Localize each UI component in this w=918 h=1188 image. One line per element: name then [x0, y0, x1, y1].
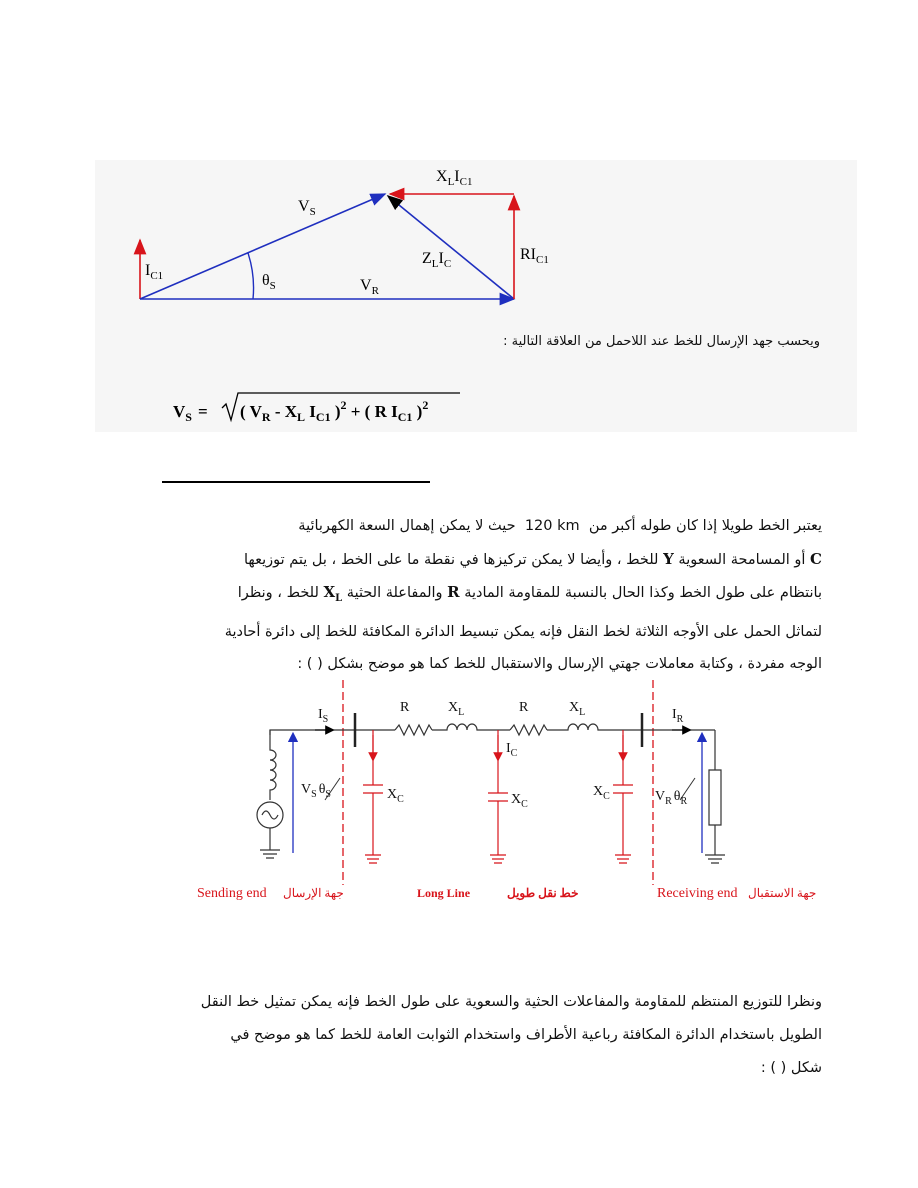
label-ir: $I_R$ — [672, 707, 684, 725]
label-ic1: $I_{C1}$ — [145, 262, 164, 282]
label-ic: $I_C$ — [506, 741, 518, 759]
resistor-r1 — [395, 725, 432, 735]
load-resistor — [705, 730, 725, 863]
paragraph-2 — [152, 986, 822, 1085]
p1-line4: لتماثل الحمل على الأوجه الثلاثة لخط النقل فإنه يمكن تبسيط الدائرة المكافئة للخط إلى دائرة أحادية — [224, 623, 822, 640]
inductor-xl2 — [547, 724, 715, 730]
label-ric1: $RI_{C1}$ — [520, 246, 549, 266]
p1-line1: يعتبر الخط طويلا إذا كان طوله أكبر من 120 km حيث لا يمكن إهمال السعة الكهربائية — [298, 518, 822, 534]
label-vs: $V_S$ — [298, 198, 316, 218]
label-sending-en: Sending end — [197, 886, 267, 901]
sending-voltage-equation — [173, 393, 460, 424]
label-xc-3: $X_C$ — [593, 784, 610, 802]
label-vr-theta: $V_R$ $\theta_R$ — [655, 789, 688, 807]
footnote-rule — [162, 481, 430, 483]
label-zlic: $Z_LI_C$ — [422, 250, 452, 270]
source-inductor — [270, 730, 276, 800]
p1-line3: بانتظام على طول الخط وكذا الحال بالنسبة للمقاومة المادية R والمفاعلة الحثية $X_L$ للخط ، ونظرا — [237, 583, 822, 604]
ac-wave — [262, 811, 278, 819]
label-receiving-ar: جهة الاستقبال — [748, 886, 817, 900]
label-xlic1: $X_LI_{C1}$ — [436, 168, 473, 188]
long-line-circuit — [185, 675, 825, 915]
theta-arc — [248, 253, 254, 299]
label-xl2: $X_L$ — [569, 700, 586, 718]
caption: ويحسب جهد الإرسال للخط عند اللاحمل من العلاقة التالية : — [503, 334, 820, 349]
zlic-vector — [388, 196, 514, 299]
p2-line3: شكل ( ) : — [760, 1060, 822, 1076]
label-r2: R — [519, 700, 529, 715]
p1-line5: الوجه مفردة ، وكتابة معاملات جهتي الإرسال والاستقبال للخط كما هو موضح بشكل ( ) : — [297, 656, 822, 672]
label-vs-theta: $V_S$ $\theta_S$ — [301, 782, 331, 800]
label-long-en: Long Line — [417, 886, 471, 900]
label-theta: $\theta_S$ — [262, 272, 276, 292]
label-vr: $V_R$ — [360, 277, 379, 297]
source-ground — [260, 828, 280, 858]
shunt-cap-2 — [488, 730, 508, 863]
label-sending-ar: جهة الإرسال — [283, 886, 344, 900]
label-receiving-en: Receiving end — [657, 886, 738, 901]
label-xl1: $X_L$ — [448, 700, 465, 718]
svg-text:VS=: $V_S$ = — [173, 402, 208, 424]
inductor-xl1 — [432, 724, 510, 730]
label-is: $I_S$ — [318, 707, 329, 725]
p2-line2: الطويل باستخدام الدائرة المكافئة رباعية الأطراف واستخدام الثوابت العامة للخط كما هو موضح في — [230, 1027, 822, 1043]
label-r1: R — [400, 700, 410, 715]
resistor-r2 — [510, 725, 547, 735]
svg-text:( VR - XL IC1 )2 + ( R IC1 )2: ( $V_R - X_L$ $I_{C1}$ )$^2$ + ( R $I_{C1}$ )$^2$ — [240, 398, 429, 424]
label-long-ar: خط نقل طويل — [507, 886, 579, 900]
paragraph-1 — [172, 510, 822, 681]
p2-line1: ونظرا للتوزيع المنتظم للمقاومة والمفاعلات الحثية والسعوية على طول الخط فإنه يمكن تمثيل خط النقل — [200, 994, 822, 1010]
shunt-cap-3 — [613, 730, 633, 863]
label-xc-2: $X_C$ — [511, 792, 528, 810]
p1-line2: C أو المسامحة السعوية Y للخط ، وأيضا لا يمكن تركيزها في نقطة ما على الخط ، بل يتم توزيعها — [243, 549, 822, 568]
main-conductor — [270, 730, 395, 735]
shunt-cap-1 — [363, 730, 383, 863]
label-xc-1: $X_C$ — [387, 787, 404, 805]
